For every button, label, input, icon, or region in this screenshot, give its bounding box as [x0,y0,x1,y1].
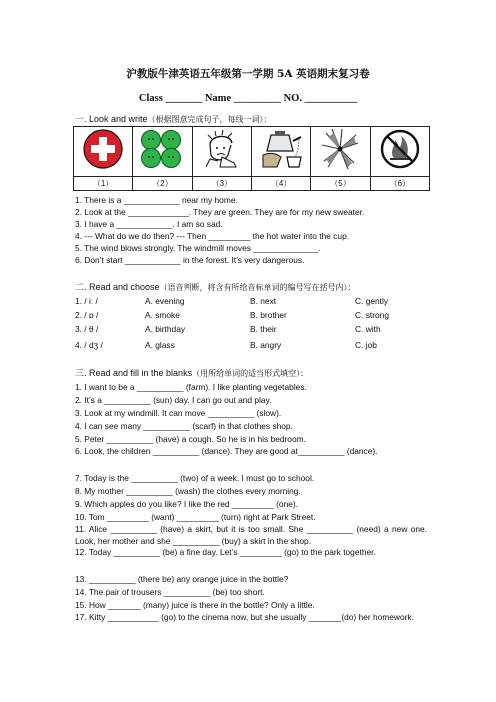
section3-item: 10. Tom _________ (want) _________ (turn) right at Park Street. [75,512,316,522]
section3-item: 2. It’s a __________ (sun) day. I can go out and play. [75,395,272,405]
picture-cell-4 [251,127,310,177]
picture-number-6: （6） [370,177,429,191]
section2-title: 二. Read and choose [75,282,160,292]
section3-item: 14. The pair of trousers __________ (be) too short. [75,587,265,597]
section3-item: 4. I can see many __________ (scarf) in that clothes shop. [75,421,293,431]
picture-cell-2 [133,127,192,177]
section1-heading [75,112,272,125]
no-fire-icon [379,128,421,170]
section3-item: 5. Peter __________ (have) a cough. So he is in his bedroom. [75,434,306,444]
choice-a: A. birthday [145,324,186,334]
section3-title: 三. Read and fill in the blanks [75,368,193,378]
section1-item: 1. There is a ____________ near my home. [75,195,238,205]
section2-note: （语音判断，将含有所给音标单词的编号写在括号内）： [159,283,356,292]
section1-item: 4. --- What do we do then? --- Then _________ the hot water into the cup. [75,231,350,241]
buttons-icon [138,129,186,169]
picture-cell-3 [192,127,251,177]
choice-b: B. angry [250,340,282,350]
section3-item: 6. Look, the children __________ (dance). They are good at__________ (dance). [75,446,378,456]
picture-number-3: （3） [192,177,251,191]
picture-cell-1 [74,127,133,177]
section3-heading [75,366,308,379]
section1-item: 5. The wind blows strongly. The windmill moves ______________. [75,243,321,253]
section1-title: 一. Look and write [75,114,148,124]
phonetic-number: 4. / dʒ / [75,340,103,350]
page-title: 沪教版牛津英语五年级第一学期 5A 英语期末复习卷 [126,68,370,80]
picture-table [73,126,430,191]
picture-number-1: （1） [74,177,133,191]
picture-cell-5 [311,127,370,177]
section3-item: 8. My mother __________ (wash) the clothes every morning. [75,486,301,496]
choice-c: C. gently [355,296,389,306]
picture-cell-6 [370,127,429,177]
choice-b: B. brother [250,310,287,320]
section3-item: 3. Look at my windmill. It can move __________ (slow). [75,408,282,418]
phonetic-number: 3. / θ / [75,324,99,334]
section3-item: 17. Kitty ___________ (go) to the cinema now, but she usually _______(do) her homework. [75,612,414,622]
picture-number-5: （5） [311,177,370,191]
section3-item: 12. Today __________ (be) a fine day. Let’s _________ (go) to the park together. [75,547,376,557]
choice-b: B. next [250,296,277,306]
choice-c: C. strong [355,310,389,320]
class-name-line: Class _______ Name _________ NO. __________ [138,93,358,104]
section1-item: 6. Don’t start ____________ in the forest. It’s very dangerous. [75,255,305,265]
phonetic-number: 1. / iː / [75,296,98,306]
section3-item: 7. Today is the __________ (two) of a week. I must go to school. [75,473,315,483]
section1-note: （根据图意完成句子，每线一词）： [147,115,272,124]
first-aid-icon [82,128,124,170]
section3-item: 1. I want to be a __________ (farm). I like planting vegetables. [75,382,307,392]
section3-item: 11. Alice __________ (have) a skirt, but it is too small. She __________ (need) a new one. Look, her mother and she __________ (buy) a skirt in the shop. [75,524,427,546]
choice-c: C. with [355,324,381,334]
section3-note: （用所给单词的适当形式填空）： [192,369,309,378]
section3-item: 9. Which apples do you like? I like the red _________ (one). [75,499,299,509]
choice-b: B. their [250,324,277,334]
picture-number-2: （2） [133,177,192,191]
section3-item: 15. How _______ (many) juice is there in the bottle? Only a little. [75,600,315,610]
section1-item: 3. I have a ____________. I am so sad. [75,219,223,229]
choice-a: A. smoke [145,310,180,320]
section3-item: 13. __________ (there be) any orange juice in the bottle? [75,574,289,584]
section2-heading [75,280,356,293]
phonetic-number: 2. / ɒ / [75,310,99,320]
section1-item: 2. Look at the _____________. They are green. They are for my new sweater. [75,207,365,217]
choice-a: A. glass [145,340,175,350]
sick-person-icon [200,127,244,171]
kettle-icon [259,127,303,171]
choice-a: A. evening [145,296,185,306]
windmill-icon [318,127,362,171]
picture-number-4: （4） [251,177,310,191]
choice-c: C. job [355,340,377,350]
